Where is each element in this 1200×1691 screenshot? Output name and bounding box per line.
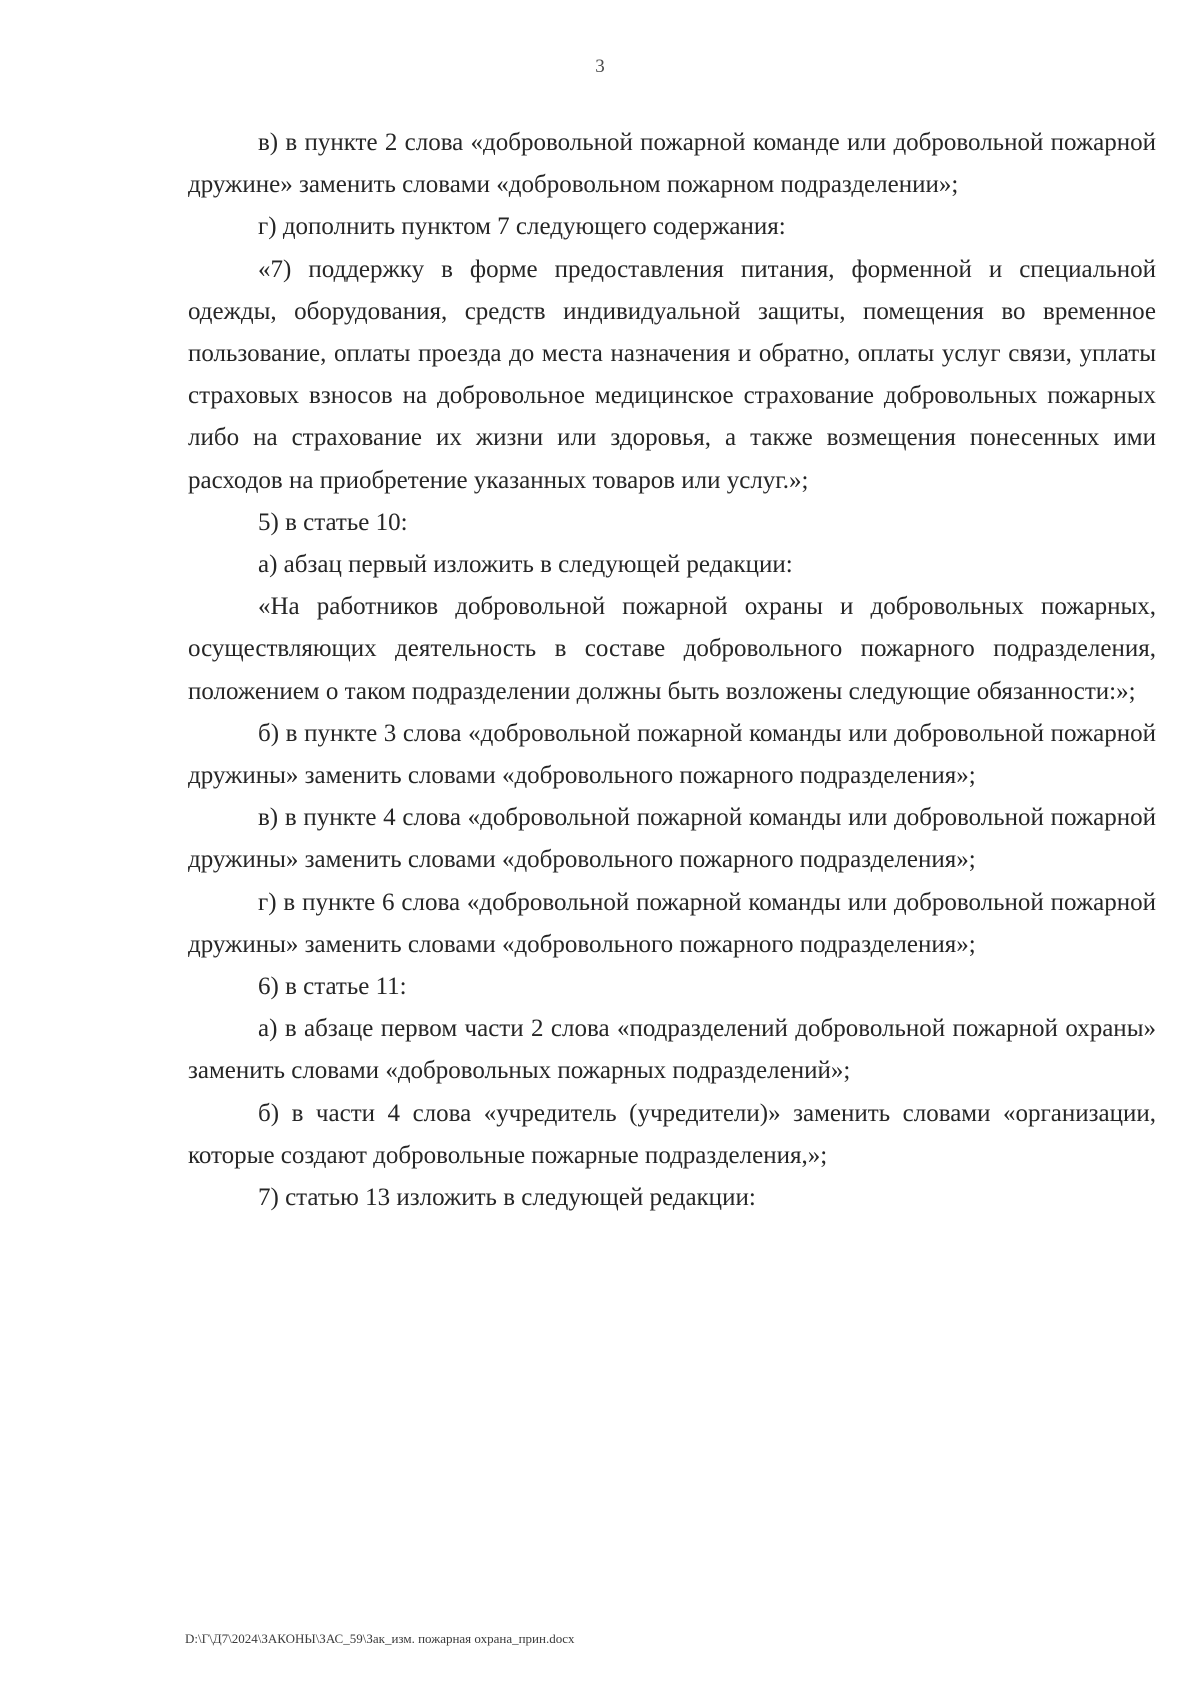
paragraph: 5) в статье 10: <box>258 508 408 536</box>
document-body <box>188 122 1156 1219</box>
footer-file-path: D:\Г\Д7\2024\ЗАКОНЫ\ЗАС_59\Зак_изм. пожарная охрана_прин.docx <box>185 1631 575 1646</box>
paragraph: 6) в статье 11: <box>258 973 407 1001</box>
paragraph: в) в пункте 2 слова «добровольной пожарной команде или добровольной пожарной дружине» заменить словами «добровольном пожарном подразделении»; <box>188 129 1156 199</box>
paragraph: 7) статью 13 изложить в следующей редакции: <box>258 1184 756 1212</box>
paragraph: «7) поддержку в форме предоставления питания, форменной и специальной одежды, оборудования, средств индивидуальной защиты, помещения во временное пользование, оплаты проезда до места назначения и обратно, оплаты услуг связи, уплаты страховых взносов на добровольное медицинское страхование добровольных пожарных либо на страхование их жизни или здоровья, а также возмещения понесенных ими расходов на приобретение указанных товаров или услуг.»; <box>188 255 1156 494</box>
paragraph: а) абзац первый изложить в следующей редакции: <box>258 551 793 579</box>
page-number: 3 <box>595 56 605 77</box>
paragraph: б) в части 4 слова «учредитель (учредители)» заменить словами «организации, которые создают добровольные пожарные подразделения,»; <box>188 1099 1156 1169</box>
paragraph: а) в абзаце первом части 2 слова «подразделений добровольной пожарной охраны» заменить словами «добровольных пожарных подразделений»; <box>188 1015 1156 1085</box>
paragraph: г) дополнить пунктом 7 следующего содержания: <box>258 213 786 241</box>
paragraph: «На работников добровольной пожарной охраны и добровольных пожарных, осуществляющих деятельность в составе добровольного пожарного подразделения, положением о таком подразделении должны быть возложены следующие обязанности:»; <box>188 593 1156 705</box>
paragraph: г) в пункте 6 слова «добровольной пожарной команды или добровольной пожарной дружины» заменить словами «добровольного пожарного подразделения»; <box>188 888 1156 958</box>
paragraph: в) в пункте 4 слова «добровольной пожарной команды или добровольной пожарной дружины» заменить словами «добровольного пожарного подразделения»; <box>188 804 1156 874</box>
paragraph: б) в пункте 3 слова «добровольной пожарной команды или добровольной пожарной дружины» заменить словами «добровольного пожарного подразделения»; <box>188 719 1156 790</box>
